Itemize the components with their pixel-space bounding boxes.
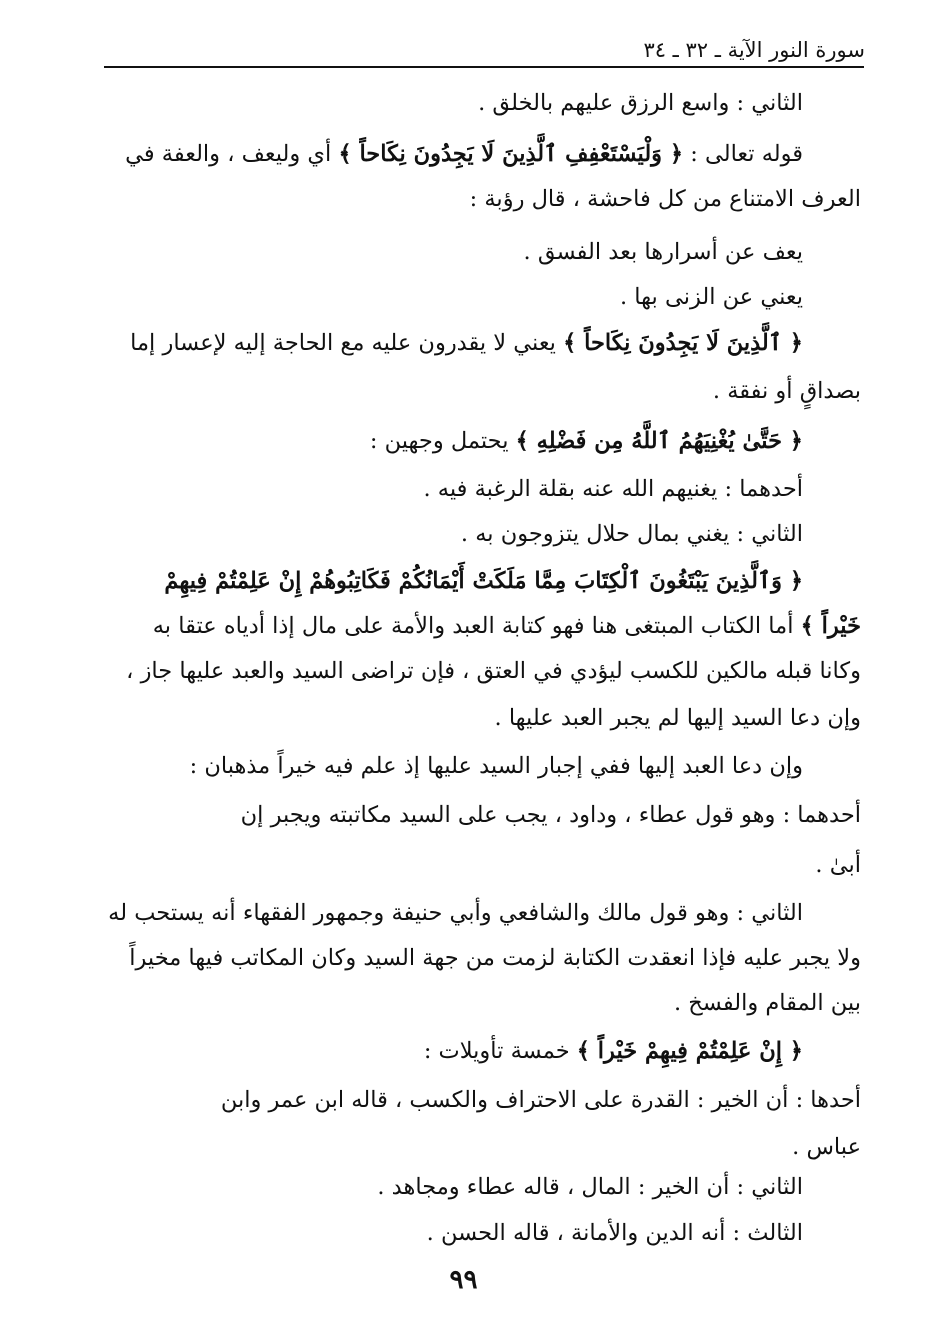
running-header: سورة النور الآية ـ ٣٢ ـ ٣٤: [643, 38, 865, 62]
text-line: أبىٰ .: [815, 852, 861, 878]
text-line: وكانا قبله مالكين للكسب ليؤدي في العتق ، فإن تراضى السيد والعبد عليها جاز ،: [126, 658, 861, 684]
text-line: أحدهما : وهو قول عطاء ، وداود ، يجب على السيد مكاتبته ويجبر إن: [240, 802, 861, 828]
text-line: وإن دعا العبد إليها ففي إجبار السيد عليها إذ علم فيه خيراً مذهبان :: [189, 753, 803, 779]
quran-quote: ﴿ ٱلَّذِينَ لَا يَجِدُونَ نِكَاحاً ﴾: [563, 330, 803, 356]
quran-quote: ﴿ وَلْيَسْتَعْفِفِ ٱلَّذِينَ لَا يَجِدُونَ نِكَاحاً ﴾: [338, 141, 684, 167]
text-line: يعني عن الزنى بها .: [620, 284, 803, 310]
text-line: بين المقام والفسخ .: [673, 990, 861, 1016]
text-line-verse: قوله تعالى : ﴿ وَلْيَسْتَعْفِفِ ٱلَّذِينَ لَا يَجِدُونَ نِكَاحاً ﴾ أي وليعف ، والعفة في: [125, 141, 803, 167]
text-line: بصداقٍ أو نفقة .: [712, 378, 861, 404]
header-rule: [104, 66, 864, 68]
quran-quote: ﴿ وَٱلَّذِينَ يَبْتَغُونَ ٱلْكِتَابَ مِمَّا مَلَكَتْ أَيْمَانُكُمْ فَكَاتِبُوهُمْ إِنْ عَلِمْتُمْ فِيهِمْ: [164, 568, 803, 594]
text-line: الثاني : أن الخير : المال ، قاله عطاء ومجاهد .: [377, 1174, 803, 1200]
text-line-verse: ﴿ حَتَّىٰ يُغْنِيَهُمُ ٱللَّهُ مِن فَضْلِهِ ﴾ يحتمل وجهين :: [369, 428, 803, 454]
text-line: الثاني : وهو قول مالك والشافعي وأبي حنيفة وجمهور الفقهاء أنه يستحب له: [108, 900, 803, 926]
text-line-verse: خَيْراً ﴾ أما الكتاب المبتغى هنا فهو كتابة العبد والأمة على مال إذا أدياه عتقا به: [152, 613, 861, 639]
page-number: ٩٩: [449, 1265, 478, 1295]
text-line: العرف الامتناع من كل فاحشة ، قال رؤبة :: [469, 186, 861, 212]
text-line: عباس .: [792, 1134, 861, 1160]
text-line-verse: [164, 566, 803, 596]
text-line: الثاني : واسع الرزق عليهم بالخلق .: [478, 90, 803, 116]
text-line-verse: ﴿ إِنْ عَلِمْتُمْ فِيهِمْ خَيْراً ﴾ خمسة تأويلات :: [423, 1038, 803, 1064]
quran-quote: ﴿ حَتَّىٰ يُغْنِيَهُمُ ٱللَّهُ مِن فَضْلِهِ ﴾: [515, 428, 803, 454]
text-line: أحدها : أن الخير : القدرة على الاحتراف والكسب ، قاله ابن عمر وابن: [220, 1087, 861, 1113]
quran-quote: خَيْراً ﴾: [800, 613, 861, 639]
text-line: وإن دعا السيد إليها لم يجبر العبد عليها .: [494, 705, 861, 731]
text-line: ولا يجبر عليه فإذا انعقدت الكتابة لزمت من جهة السيد وكان المكاتب فيها مخيراً: [129, 945, 861, 971]
text-line: الثالث : أنه الدين والأمانة ، قاله الحسن .: [426, 1220, 803, 1246]
quran-quote: ﴿ إِنْ عَلِمْتُمْ فِيهِمْ خَيْراً ﴾: [576, 1038, 803, 1064]
text-line: أحدهما : يغنيهم الله عنه بقلة الرغبة فيه .: [423, 476, 803, 502]
text-line-verse: ﴿ ٱلَّذِينَ لَا يَجِدُونَ نِكَاحاً ﴾ يعني لا يقدرون عليه مع الحاجة إليه لإعسار إما: [130, 330, 803, 356]
text-line: يعف عن أسرارها بعد الفسق .: [523, 239, 803, 265]
text-line: الثاني : يغني بمال حلال يتزوجون به .: [460, 521, 803, 547]
